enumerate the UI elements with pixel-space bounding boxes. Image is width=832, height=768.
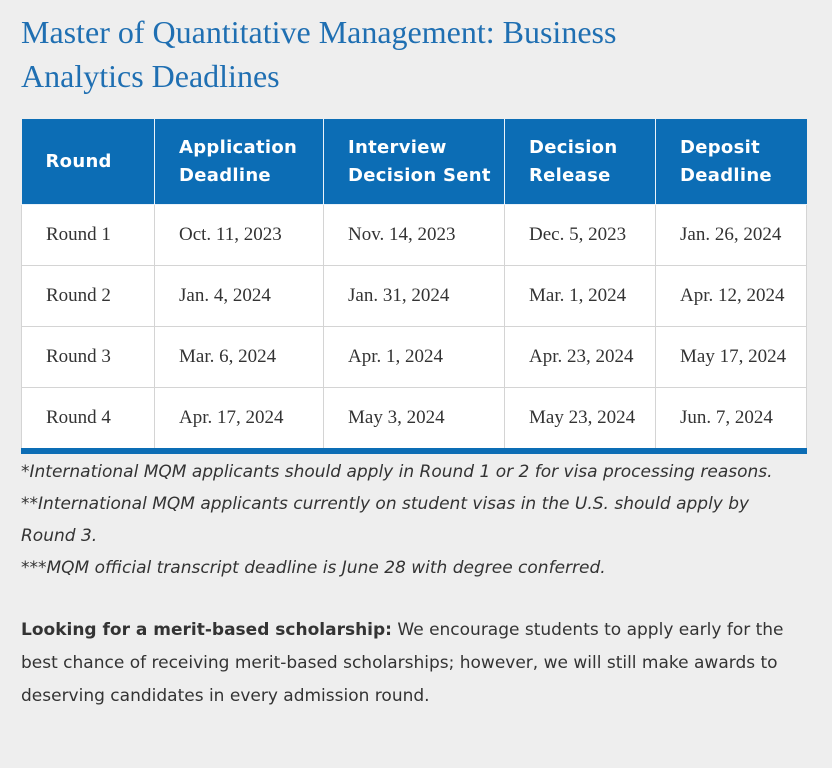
table-cell: Round 4 bbox=[22, 388, 155, 452]
table-cell: Mar. 6, 2024 bbox=[155, 327, 324, 388]
footnote-student-visas: **International MQM applicants currently on student visas in the U.S. should apply by Round 3. bbox=[21, 494, 750, 546]
table-cell: Jan. 26, 2024 bbox=[656, 205, 807, 266]
table-row bbox=[22, 266, 807, 327]
table-row bbox=[22, 388, 807, 452]
table-cell: Jun. 7, 2024 bbox=[656, 388, 807, 452]
table-cell: Jan. 31, 2024 bbox=[324, 266, 505, 327]
scholarship-label: Looking for a merit-based scholarship: bbox=[21, 620, 392, 640]
header-round: Round bbox=[22, 119, 155, 205]
table-cell: Mar. 1, 2024 bbox=[505, 266, 656, 327]
table-cell: Round 1 bbox=[22, 205, 155, 266]
footnote-visa-rounds: *International MQM applicants should apply in Round 1 or 2 for visa processing reasons. bbox=[21, 462, 773, 482]
table-row bbox=[22, 205, 807, 266]
table-cell: Apr. 12, 2024 bbox=[656, 266, 807, 327]
table-row bbox=[22, 327, 807, 388]
table-cell: Jan. 4, 2024 bbox=[155, 266, 324, 327]
table-cell: Round 2 bbox=[22, 266, 155, 327]
footnote-transcript: ***MQM official transcript deadline is June 28 with degree conferred. bbox=[21, 558, 606, 578]
table-cell: Apr. 17, 2024 bbox=[155, 388, 324, 452]
footnotes bbox=[21, 456, 791, 584]
header-deposit-deadline: Deposit Deadline bbox=[656, 119, 807, 205]
header-interview-decision-sent: Interview Decision Sent bbox=[324, 119, 505, 205]
table-cell: May 23, 2024 bbox=[505, 388, 656, 452]
scholarship-paragraph bbox=[21, 614, 801, 713]
table-header-row bbox=[22, 119, 807, 205]
deadlines-table bbox=[21, 119, 807, 454]
table-cell: Nov. 14, 2023 bbox=[324, 205, 505, 266]
table-cell: Dec. 5, 2023 bbox=[505, 205, 656, 266]
table-cell: Round 3 bbox=[22, 327, 155, 388]
header-application-deadline: Application Deadline bbox=[155, 119, 324, 205]
header-decision-release: Decision Release bbox=[505, 119, 656, 205]
table-cell: May 17, 2024 bbox=[656, 327, 807, 388]
table-cell: Apr. 1, 2024 bbox=[324, 327, 505, 388]
scholarship-text: We encourage students to apply early for the best chance of receiving merit-based scholarships; however, we will still make awards to deserving candidates in every admission round. bbox=[21, 620, 784, 706]
table-cell: May 3, 2024 bbox=[324, 388, 505, 452]
table-cell: Oct. 11, 2023 bbox=[155, 205, 324, 266]
page-title: Master of Quantitative Management: Business Analytics Deadlines bbox=[21, 14, 617, 94]
table-cell: Apr. 23, 2024 bbox=[505, 327, 656, 388]
